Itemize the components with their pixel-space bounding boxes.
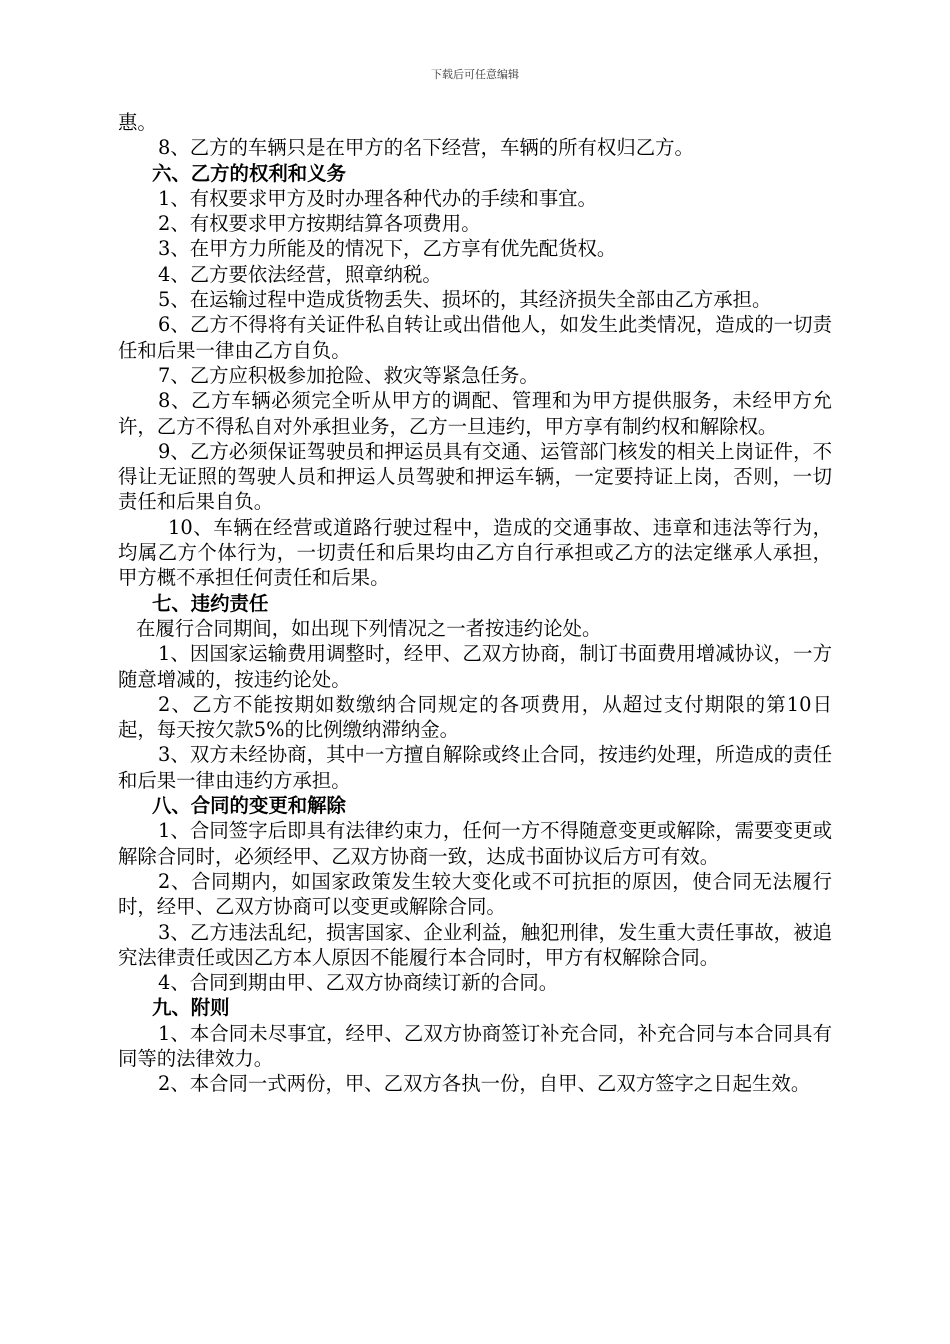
paragraph: 3、在甲方力所能及的情况下，乙方享有优先配货权。 (158, 237, 617, 261)
paragraph: 5、在运输过程中造成货物丢失、损坏的，其经济损失全部由乙方承担。 (158, 288, 772, 312)
paragraph: 7、乙方应积极参加抢险、救灾等紧急任务。 (158, 363, 539, 387)
paragraph: 1、合同签字后即具有法律约束力，任何一方不得随意变更或解除，需要变更或解除合同时，必须经甲、乙双方协商一致，达成书面协议后方可有效。 (118, 819, 832, 868)
paragraph: 4、合同到期由甲、乙双方协商续订新的合同。 (158, 971, 559, 995)
section-heading: 六、乙方的权利和义务 (152, 161, 346, 185)
paragraph: 2、有权要求甲方按期结算各项费用。 (158, 212, 481, 236)
document-body (118, 110, 832, 1097)
paragraph: 2、本合同一式两份，甲、乙双方各执一份，自甲、乙双方签字之日起生效。 (158, 1072, 811, 1096)
paragraph: 8、乙方车辆必须完全听从甲方的调配、管理和为甲方提供服务，未经甲方允许，乙方不得私自对外承担业务，乙方一旦违约，甲方享有制约权和解除权。 (118, 389, 832, 438)
paragraph: 4、乙方要依法经营，照章纳税。 (158, 262, 442, 286)
section-heading: 七、违约责任 (152, 591, 269, 615)
paragraph: 1、本合同未尽事宜，经甲、乙双方协商签订补充合同，补充合同与本合同具有同等的法律效力。 (118, 1021, 832, 1070)
paragraph: 1、有权要求甲方及时办理各种代办的手续和事宜。 (158, 186, 597, 210)
paragraph: 3、乙方违法乱纪，损害国家、企业利益，触犯刑律，发生重大责任事故，被追究法律责任或因乙方本人原因不能履行本合同时，甲方有权解除合同。 (118, 920, 832, 969)
paragraph: 9、乙方必须保证驾驶员和押运员具有交通、运管部门核发的相关上岗证件，不得让无证照的驾驶人员和押运人员驾驶和押运车辆，一定要持证上岗，否则，一切责任和后果自负。 (118, 439, 832, 514)
paragraph: 2、合同期内，如国家政策发生较大变化或不可抗拒的原因，使合同无法履行时，经甲、乙双方协商可以变更或解除合同。 (118, 869, 832, 919)
paragraph: 8、乙方的车辆只是在甲方的名下经营，车辆的所有权归乙方。 (158, 136, 694, 160)
section-heading: 九、附则 (152, 996, 230, 1020)
paragraph: 10、车辆在经营或道路行驶过程中，造成的交通事故、违章和违法等行为，均属乙方个体行为，一切责任和后果均由乙方自行承担或乙方的法定继承人承担，甲方概不承担任何责任和后果。 (118, 515, 832, 590)
paragraph: 在履行合同期间，如出现下列情况之一者按违约论处。 (136, 616, 602, 640)
paragraph: 2、乙方不能按期如数缴纳合同规定的各项费用，从超过支付期限的第10日起，每天按欠款5%的比例缴纳滞纳金。 (118, 692, 832, 742)
paragraph: 惠。 (118, 111, 157, 134)
page-header: 下载后可任意编辑 (431, 68, 519, 81)
paragraph: 1、因国家运输费用调整时，经甲、乙双方协商，制订书面费用增减协议，一方随意增减的，按违约论处。 (118, 642, 832, 691)
paragraph: 3、双方未经协商，其中一方擅自解除或终止合同，按违约处理，所造成的责任和后果一律由违约方承担。 (118, 743, 832, 792)
paragraph: 6、乙方不得将有关证件私自转让或出借他人，如发生此类情况，造成的一切责任和后果一律由乙方自负。 (118, 313, 832, 362)
section-heading: 八、合同的变更和解除 (152, 794, 346, 818)
